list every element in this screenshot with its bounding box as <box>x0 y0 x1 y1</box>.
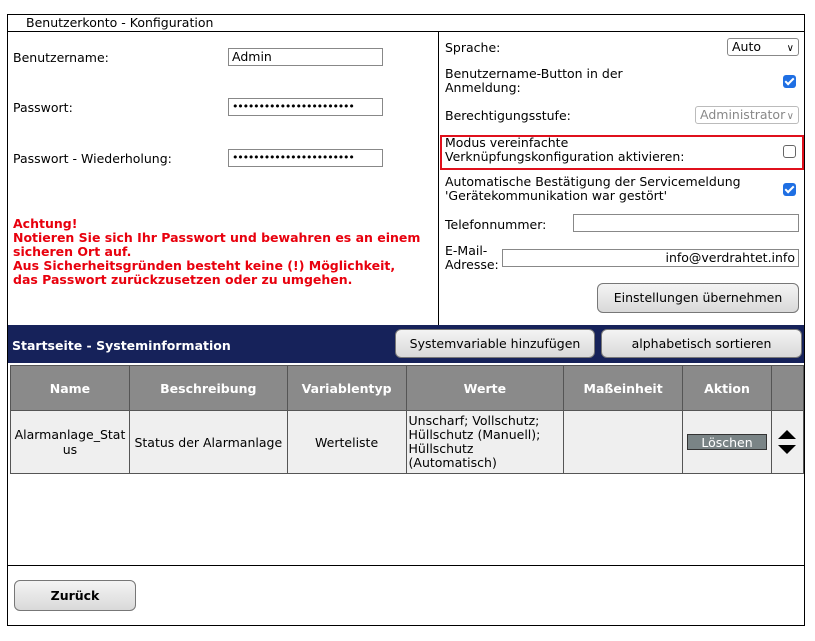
password-repeat-label: Passwort - Wiederholung: <box>13 151 172 166</box>
column-divider <box>438 31 439 325</box>
warning-heading: Achtung! <box>13 216 78 231</box>
cell-name <box>11 411 130 474</box>
username-button-checkbox[interactable] <box>783 75 796 88</box>
system-info-title: Startseite - Systeminformation <box>12 338 231 353</box>
language-select[interactable] <box>727 38 799 56</box>
email-input[interactable]: info@verdrahtet.info <box>502 249 799 267</box>
cell-values-line-1: Unscharf; Vollschutz; <box>408 413 540 428</box>
column-header-values[interactable]: Werte <box>406 366 564 411</box>
add-variable-button[interactable]: Systemvariable hinzufügen <box>395 329 595 358</box>
password-label: Passwort: <box>13 100 73 115</box>
system-variables-table <box>10 365 804 474</box>
cell-name-line-2: us <box>62 442 78 457</box>
username-label: Benutzername: <box>13 50 109 65</box>
auto-confirm-label-line-2: 'Gerätekommunikation war gestört' <box>445 188 668 203</box>
password-warning <box>13 217 423 287</box>
column-header-description[interactable]: Beschreibung <box>129 366 287 411</box>
cell-action <box>683 411 772 474</box>
column-header-name[interactable]: Name <box>11 366 130 411</box>
table-row[interactable] <box>11 411 804 474</box>
cell-type: Werteliste <box>287 411 406 474</box>
cell-unit <box>564 411 683 474</box>
email-label <box>445 244 499 272</box>
column-header-action: Aktion <box>683 366 772 411</box>
cell-name-line-1: Alarmanlage_Stat <box>14 427 126 442</box>
username-button-label: Benutzername-Button in der Anmeldung: <box>445 66 623 95</box>
phone-input[interactable] <box>573 214 799 232</box>
cell-values <box>406 411 564 474</box>
cell-values-line-2: Hüllschutz (Manuell); <box>408 427 541 442</box>
move-up-icon[interactable] <box>778 430 796 439</box>
email-label-line-1: E-Mail- <box>445 243 488 258</box>
delete-button[interactable]: Löschen <box>687 434 767 450</box>
auto-confirm-label <box>445 175 741 203</box>
footer-divider <box>8 565 804 566</box>
auto-confirm-checkbox[interactable] <box>783 183 796 196</box>
cell-order <box>771 411 803 474</box>
apply-settings-button[interactable]: Einstellungen übernehmen <box>597 283 799 313</box>
warning-text-1: Notieren Sie sich Ihr Passwort und bewahren es an einem sicheren Ort auf. <box>13 230 421 259</box>
window-titlebar <box>8 15 804 32</box>
email-label-line-2: Adresse: <box>445 257 499 272</box>
table-header-row <box>11 366 804 411</box>
column-header-type[interactable]: Variablentyp <box>287 366 406 411</box>
system-info-bar <box>8 325 804 363</box>
back-button[interactable]: Zurück <box>14 580 136 611</box>
chevron-down-icon: ∨ <box>786 43 794 54</box>
permission-select[interactable] <box>695 106 799 124</box>
column-header-unit[interactable]: Maßeinheit <box>564 366 683 411</box>
language-label: Sprache: <box>445 40 501 55</box>
config-window <box>7 14 805 626</box>
phone-label: Telefonnummer: <box>445 217 547 232</box>
auto-confirm-label-line-1: Automatische Bestätigung der Servicemeldung <box>445 174 741 189</box>
cell-values-line-4: (Automatisch) <box>408 455 497 470</box>
cell-values-line-3: Hüllschutz <box>408 441 474 456</box>
chevron-down-icon: ∨ <box>786 109 794 124</box>
simple-mode-label <box>445 136 684 164</box>
permission-select-value: Administrator <box>700 107 786 122</box>
password-input[interactable]: ••••••••••••••••••••••• <box>228 98 383 116</box>
language-select-value: Auto <box>732 39 762 54</box>
window-title: Benutzerkonto - Konfiguration <box>26 15 214 30</box>
cell-description: Status der Alarmanlage <box>129 411 287 474</box>
simple-mode-checkbox[interactable] <box>783 145 796 158</box>
warning-text-2: Aus Sicherheitsgründen besteht keine (!) Möglichkeit, das Passwort zurückzusetzen oder zu umgehen. <box>13 258 396 287</box>
username-input[interactable]: Admin <box>228 48 383 66</box>
simple-mode-label-line-1: Modus vereinfachte <box>445 135 569 150</box>
permission-label: Berechtigungsstufe: <box>445 108 571 123</box>
password-repeat-input[interactable]: ••••••••••••••••••••••• <box>228 149 383 167</box>
simple-mode-label-line-2: Verknüpfungskonfiguration aktivieren: <box>445 149 685 164</box>
move-down-icon[interactable] <box>778 445 796 454</box>
sort-alphabetically-button[interactable]: alphabetisch sortieren <box>601 329 802 358</box>
column-header-order <box>771 366 803 411</box>
